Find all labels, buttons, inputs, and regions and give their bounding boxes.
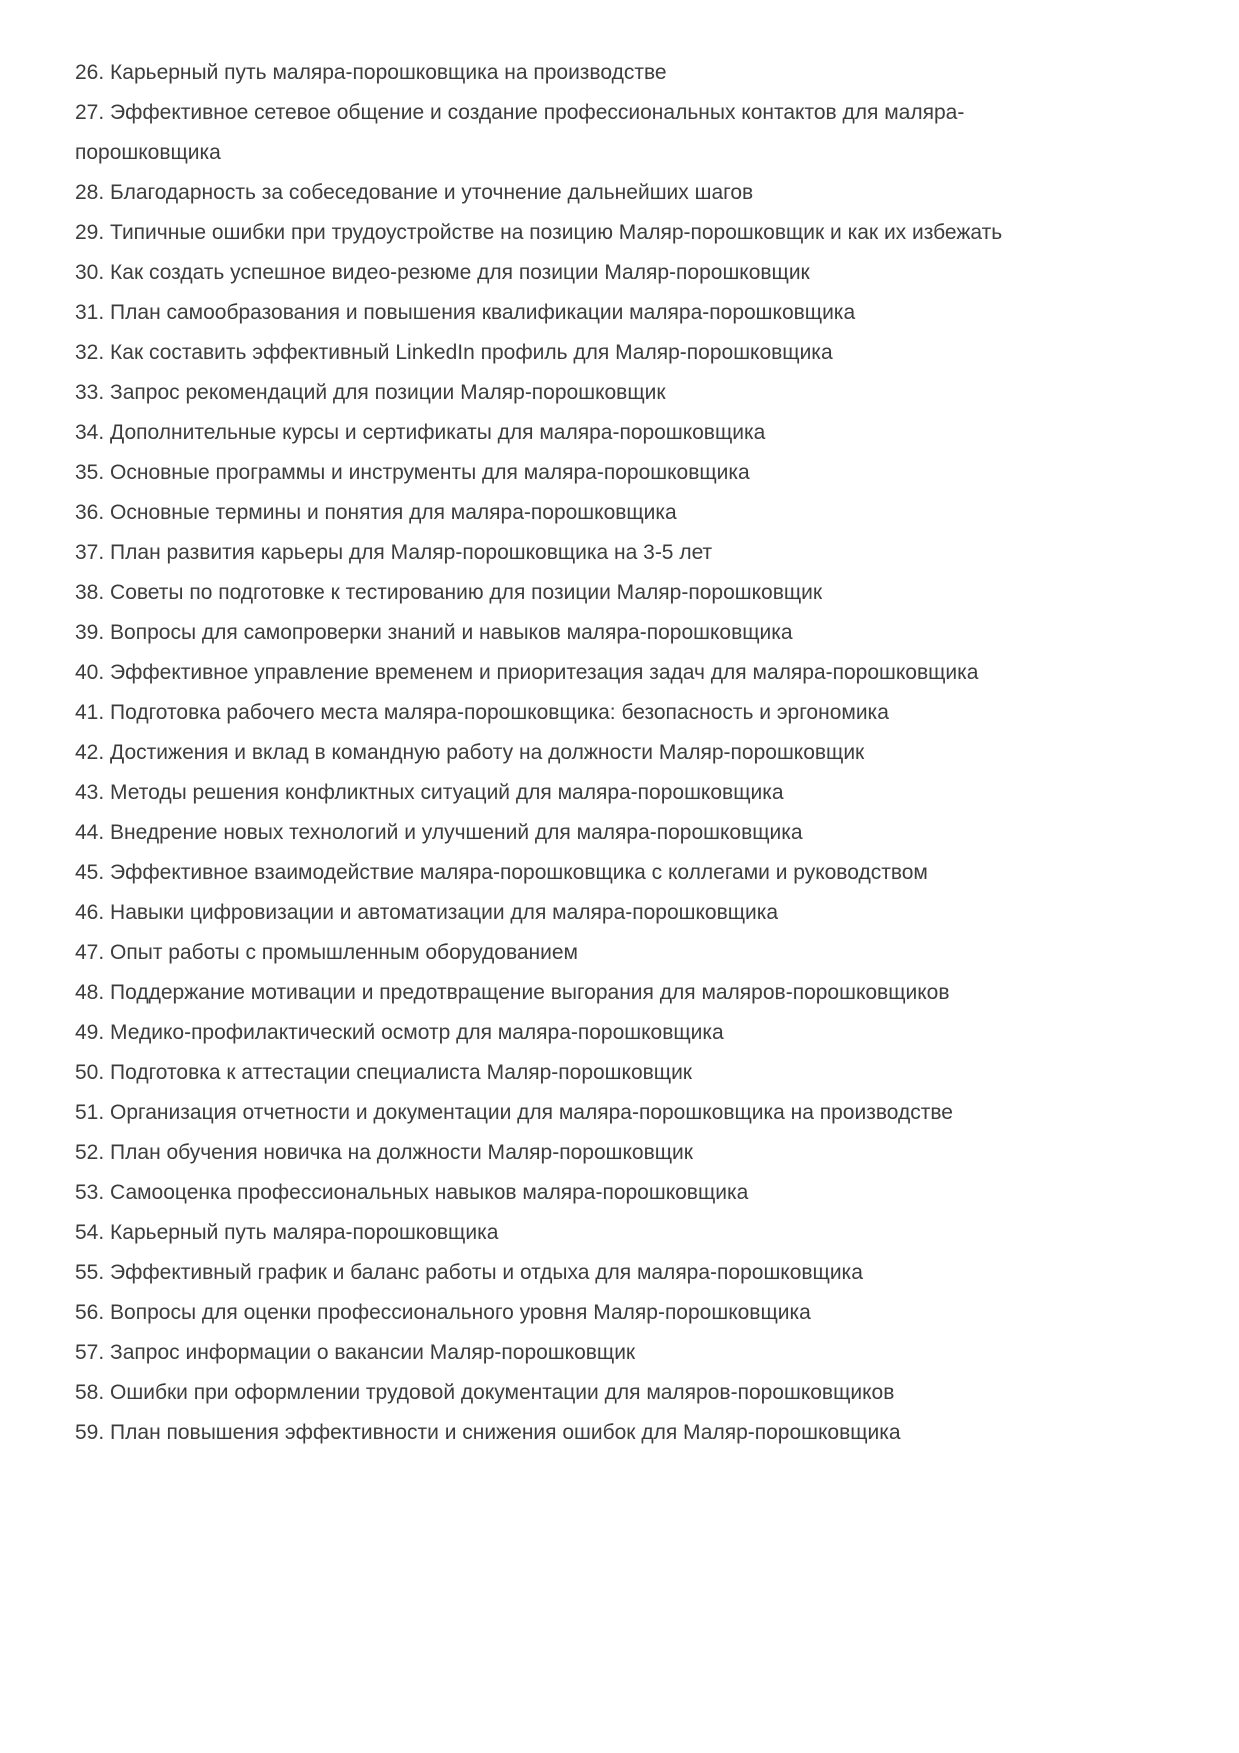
list-item-text: Как создать успешное видео-резюме для позиции Маляр-порошковщик xyxy=(104,261,810,284)
list-item xyxy=(75,293,1060,333)
list-item xyxy=(75,493,1060,533)
list-item-number: 51. xyxy=(75,1101,105,1124)
list-item-number: 49. xyxy=(75,1021,105,1044)
list-item-text: Подготовка к аттестации специалиста Маляр-порошковщик xyxy=(104,1061,692,1084)
list-item-text: Медико-профилактический осмотр для маляра-порошковщика xyxy=(104,1021,724,1044)
list-item xyxy=(75,853,1060,893)
list-item-text: Опыт работы с промышленным оборудованием xyxy=(104,941,578,964)
list-item-number: 36. xyxy=(75,501,105,524)
list-item xyxy=(75,253,1060,293)
list-item xyxy=(75,533,1060,573)
list-item-number: 59. xyxy=(75,1421,105,1444)
list-item-text: Карьерный путь маляра-порошковщика на производстве xyxy=(104,61,667,84)
list-item-number: 52. xyxy=(75,1141,105,1164)
list-item xyxy=(75,373,1060,413)
list-item xyxy=(75,573,1060,613)
list-item xyxy=(75,973,1060,1013)
list-item-text: Запрос информации о вакансии Маляр-порошковщик xyxy=(104,1341,636,1364)
list-item-number: 35. xyxy=(75,461,105,484)
list-item-text: Советы по подготовке к тестированию для позиции Маляр-порошковщик xyxy=(104,581,823,604)
list-item-number: 56. xyxy=(75,1301,105,1324)
list-item-text: Эффективное сетевое общение и создание профессиональных контактов для маляра-порошковщика xyxy=(75,101,965,164)
list-item-text: Типичные ошибки при трудоустройстве на позицию Маляр-порошковщик и как их избежать xyxy=(104,221,1003,244)
list-item-text: Карьерный путь маляра-порошковщика xyxy=(104,1221,499,1244)
list-item-text: Вопросы для оценки профессионального уровня Маляр-порошковщика xyxy=(104,1301,811,1324)
list-item-number: 27. xyxy=(75,101,105,124)
list-item-number: 28. xyxy=(75,181,105,204)
list-item xyxy=(75,1133,1060,1173)
list-item-text: Организация отчетности и документации для маляра-порошковщика на производстве xyxy=(104,1101,953,1124)
list-item-number: 48. xyxy=(75,981,105,1004)
list-item-number: 57. xyxy=(75,1341,105,1364)
list-item xyxy=(75,213,1060,253)
list-item xyxy=(75,1373,1060,1413)
list-item-text: Основные программы и инструменты для маляра-порошковщика xyxy=(104,461,750,484)
list-item-text: Как составить эффективный LinkedIn профиль для Маляр-порошковщика xyxy=(104,341,833,364)
list-item-text: План развития карьеры для Маляр-порошковщика на 3-5 лет xyxy=(104,541,713,564)
list-item-text: Методы решения конфликтных ситуаций для маляра-порошковщика xyxy=(104,781,784,804)
list-item-text: Основные термины и понятия для маляра-порошковщика xyxy=(104,501,677,524)
list-item-number: 45. xyxy=(75,861,105,884)
list-item xyxy=(75,1013,1060,1053)
list-item-text: План самообразования и повышения квалификации маляра-порошковщика xyxy=(104,301,856,324)
list-item-text: Ошибки при оформлении трудовой документации для маляров-порошковщиков xyxy=(104,1381,895,1404)
list-item xyxy=(75,693,1060,733)
list-item xyxy=(75,1333,1060,1373)
list-item xyxy=(75,893,1060,933)
list-item xyxy=(75,933,1060,973)
list-item-number: 41. xyxy=(75,701,105,724)
list-item-text: Вопросы для самопроверки знаний и навыков маляра-порошковщика xyxy=(104,621,793,644)
list-item-text: Навыки цифровизации и автоматизации для маляра-порошковщика xyxy=(104,901,779,924)
list-item-number: 32. xyxy=(75,341,105,364)
list-item xyxy=(75,613,1060,653)
list-item xyxy=(75,453,1060,493)
list-item-number: 43. xyxy=(75,781,105,804)
list-item xyxy=(75,53,1060,93)
list-item-number: 30. xyxy=(75,261,105,284)
list-item-number: 37. xyxy=(75,541,105,564)
list-item-text: Эффективное управление временем и приоритезация задач для маляра-порошковщика xyxy=(104,661,979,684)
list-item xyxy=(75,653,1060,693)
list-item xyxy=(75,413,1060,453)
topic-list xyxy=(75,53,1060,1453)
list-item-number: 40. xyxy=(75,661,105,684)
list-item xyxy=(75,773,1060,813)
list-item xyxy=(75,173,1060,213)
list-item xyxy=(75,333,1060,373)
list-item-text: Эффективный график и баланс работы и отдыха для маляра-порошковщика xyxy=(104,1261,863,1284)
list-item-number: 44. xyxy=(75,821,105,844)
list-item-number: 54. xyxy=(75,1221,105,1244)
list-item xyxy=(75,1413,1060,1453)
list-item-text: Запрос рекомендаций для позиции Маляр-порошковщик xyxy=(104,381,666,404)
list-item-text: Подготовка рабочего места маляра-порошковщика: безопасность и эргономика xyxy=(104,701,889,724)
list-item xyxy=(75,1093,1060,1133)
list-item-text: Благодарность за собеседование и уточнение дальнейших шагов xyxy=(104,181,754,204)
list-item-text: План обучения новичка на должности Маляр-порошковщик xyxy=(104,1141,693,1164)
list-item-text: Достижения и вклад в командную работу на должности Маляр-порошковщик xyxy=(104,741,865,764)
list-item-text: Поддержание мотивации и предотвращение выгорания для маляров-порошковщиков xyxy=(104,981,950,1004)
list-item-text: Самооценка профессиональных навыков маляра-порошковщика xyxy=(104,1181,749,1204)
list-item xyxy=(75,93,1060,173)
list-item-text: Внедрение новых технологий и улучшений для маляра-порошковщика xyxy=(104,821,803,844)
list-item xyxy=(75,1173,1060,1213)
list-item-number: 46. xyxy=(75,901,105,924)
list-item xyxy=(75,733,1060,773)
list-item-number: 39. xyxy=(75,621,105,644)
list-item xyxy=(75,813,1060,853)
list-item-number: 55. xyxy=(75,1261,105,1284)
list-item-text: Дополнительные курсы и сертификаты для маляра-порошковщика xyxy=(104,421,766,444)
list-item xyxy=(75,1053,1060,1093)
list-item xyxy=(75,1253,1060,1293)
list-item-number: 33. xyxy=(75,381,105,404)
list-item-number: 42. xyxy=(75,741,105,764)
list-item-number: 26. xyxy=(75,61,105,84)
list-item-text: Эффективное взаимодействие маляра-порошковщика с коллегами и руководством xyxy=(104,861,928,884)
list-item-number: 50. xyxy=(75,1061,105,1084)
list-item-number: 34. xyxy=(75,421,105,444)
list-item-number: 29. xyxy=(75,221,105,244)
list-item-number: 58. xyxy=(75,1381,105,1404)
list-item-text: План повышения эффективности и снижения ошибок для Маляр-порошковщика xyxy=(104,1421,901,1444)
list-item-number: 38. xyxy=(75,581,105,604)
list-item-number: 53. xyxy=(75,1181,105,1204)
list-item xyxy=(75,1213,1060,1253)
list-item-number: 47. xyxy=(75,941,105,964)
list-item xyxy=(75,1293,1060,1333)
list-item-number: 31. xyxy=(75,301,105,324)
